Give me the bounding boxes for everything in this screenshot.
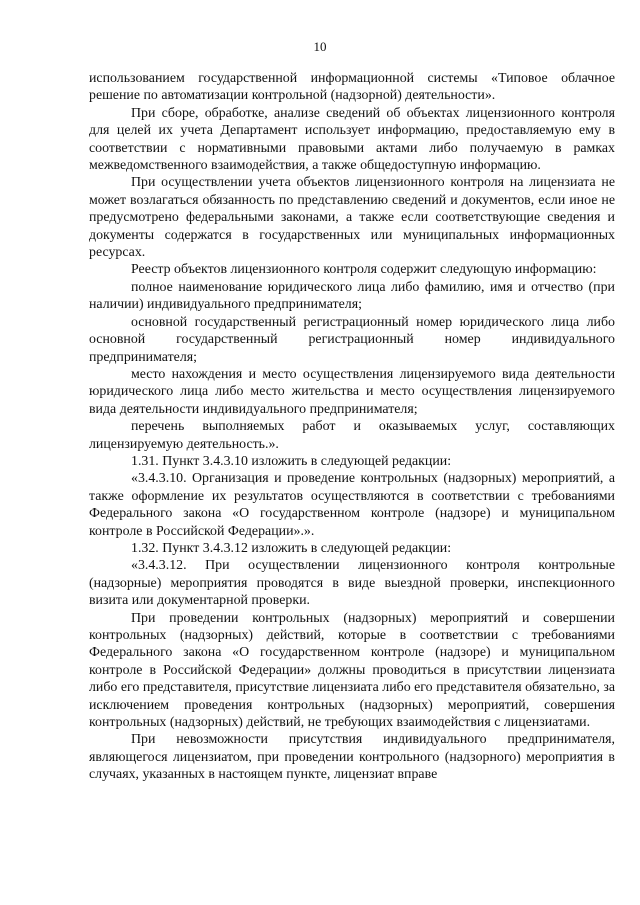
clause-3-4-3-12-text: «3.4.3.12. При осуществлении лицензионного контроля контрольные (надзорные) мероприятия проводятся в виде выездной проверки, инспекционного визита или документарной проверки.: [89, 558, 615, 609]
paragraph-registry-intro: Реестр объектов лицензионного контроля содержит следующую информацию:: [131, 262, 597, 278]
paragraph-licensee-obligation: При осуществлении учета объектов лицензионного контроля на лицензиата не может возлагаться обязанность по представлению сведений и документов, если иное не предусмотрено федеральными законами, а также если соответствующие сведения и документы содержатся в государственных или муниципальных информационных ресурсах.: [89, 175, 615, 261]
clause-1-31-heading: 1.31. Пункт 3.4.3.10 изложить в следующей редакции:: [131, 453, 452, 469]
paragraph-presence-requirement: При проведении контрольных (надзорных) мероприятий и совершении контрольных (надзорных) действий, которые в соответствии с требованиями Федерального закона «О государственном контроле (надзоре) и муниципальном контроле в Российской Федерации» должны проводиться в присутствии лицензиата либо его представителя, присутствие лицензиата либо его представителя обязательно, за исключением проведения контрольных (надзорных) мероприятий, совершения контрольных (надзорных) действий, не требующих взаимодействия с лицензиатами.: [89, 610, 615, 731]
page-number: 10: [313, 39, 327, 54]
paragraph-continuation: использованием государственной информационной системы «Типовое облачное решение по автоматизации контрольной (надзорной) деятельности».: [89, 71, 615, 104]
paragraph-absence-case: При невозможности присутствия индивидуального предпринимателя, являющегося лицензиатом, при проведении контрольного (надзорного) мероприятия в случаях, указанных в настоящем пункте, лицензиат вправе: [89, 732, 615, 783]
clause-3-4-3-10-text: «3.4.3.10. Организация и проведение контрольных (надзорных) мероприятий, а также оформление их результатов осуществляются в соответствии с требованиями Федерального закона «О государственном контроле (надзоре) и муниципальном контроле в Российской Федерации».».: [89, 471, 615, 539]
document-body: [89, 70, 615, 784]
paragraph-information-collection: При сборе, обработке, анализе сведений об объектах лицензионного контроля для целей их учета Департамент использует информацию, предоставляемую ему в соответствии с нормативными правовыми актами либо получаемую в рамках межведомственного взаимодействия, а также общедоступную информацию.: [89, 105, 615, 174]
clause-1-32-heading: 1.32. Пункт 3.4.3.12 изложить в следующей редакции:: [131, 540, 452, 556]
registry-item-name: полное наименование юридического лица либо фамилию, имя и отчество (при наличии) индивидуального предпринимателя;: [89, 279, 615, 313]
registry-item-location: место нахождения и место осуществления лицензируемого вида деятельности юридического лица либо место жительства и место осуществления лицензируемого вида деятельности индивидуального предпринимателя;: [89, 366, 615, 417]
registry-item-registration-number: основной государственный регистрационный номер юридического лица либо основной государственный регистрационный номер индивидуального предпринимателя;: [89, 314, 615, 365]
registry-item-services: перечень выполняемых работ и оказываемых услуг, составляющих лицензируемую деятельность.».: [89, 419, 615, 452]
